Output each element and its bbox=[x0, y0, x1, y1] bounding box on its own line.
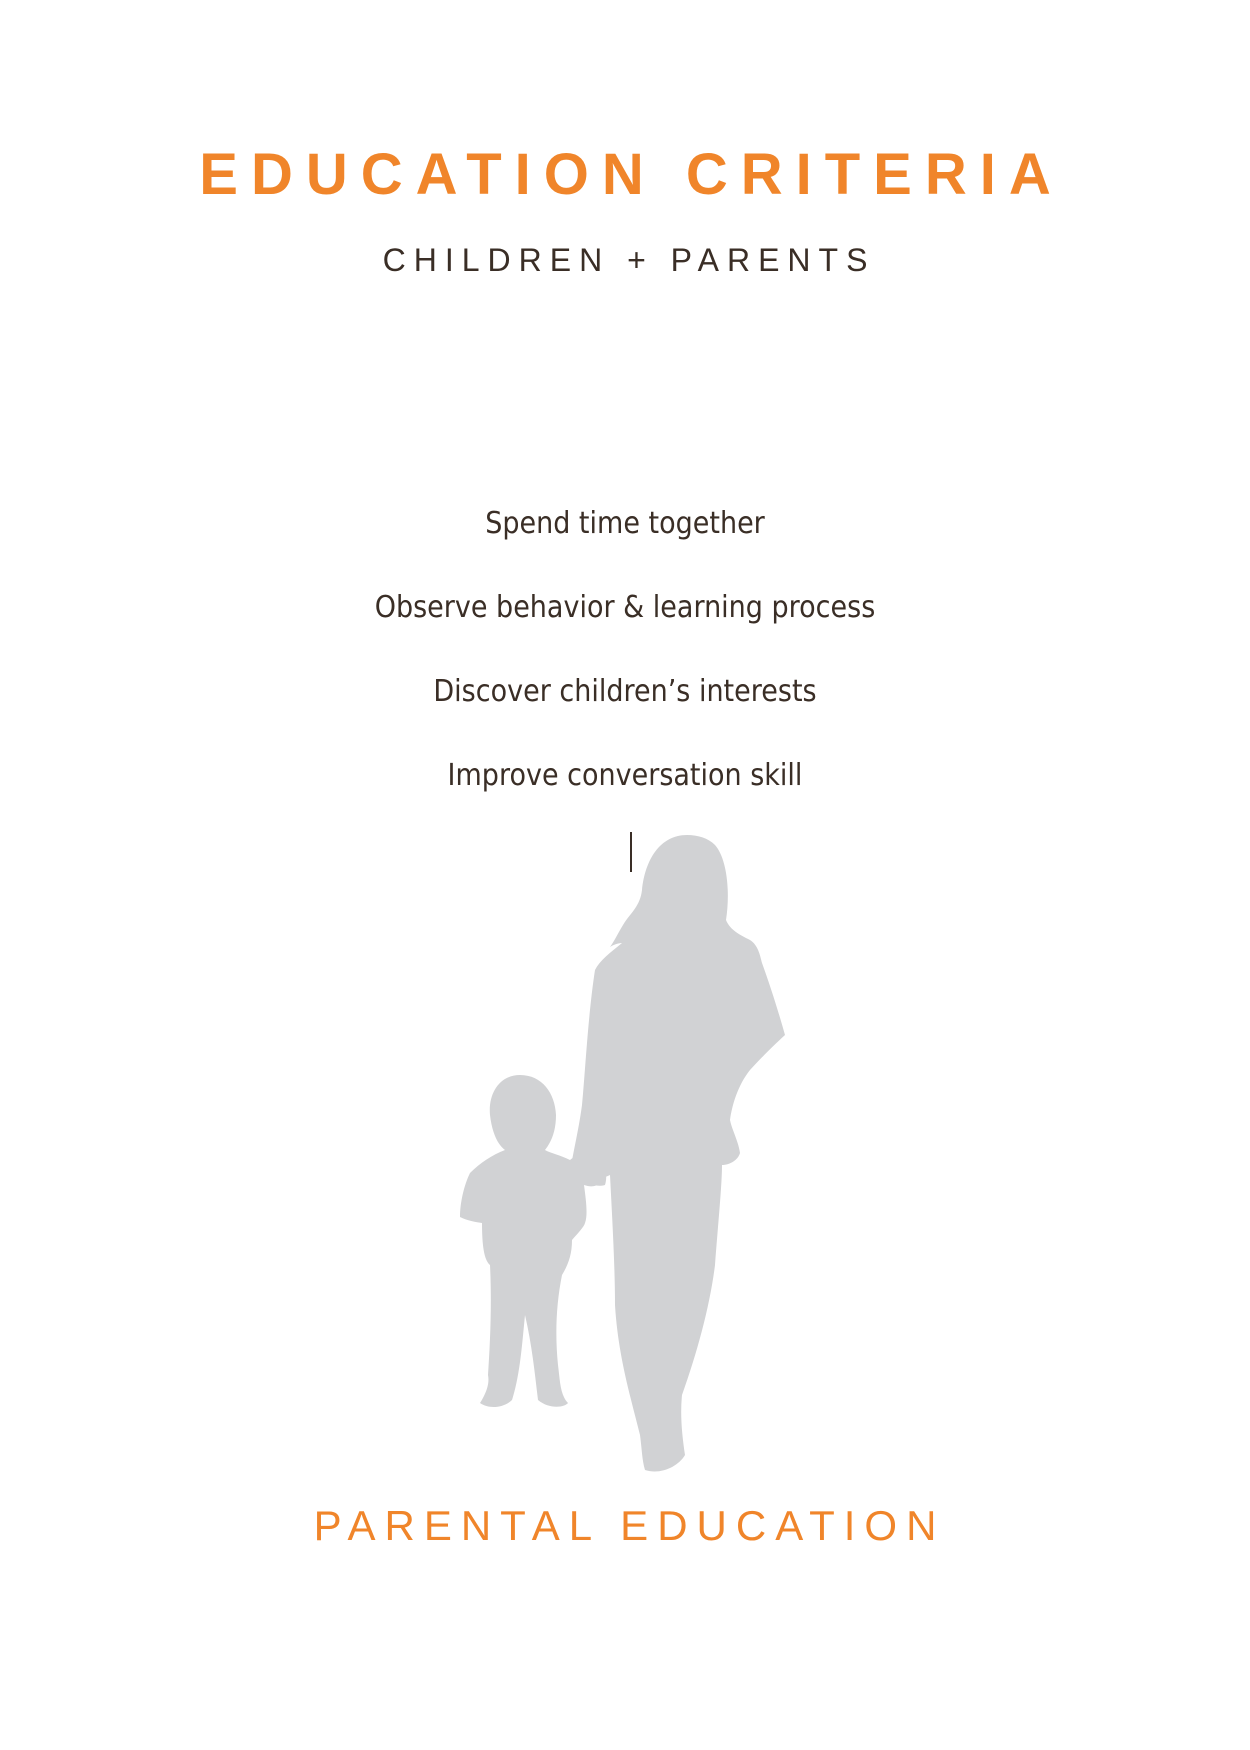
page-title: EDUCATION CRITERIA bbox=[199, 142, 1064, 207]
criteria-item: Spend time together bbox=[485, 506, 765, 541]
criteria-item: Observe behavior & learning process bbox=[374, 590, 876, 625]
page-subtitle: CHILDREN + PARENTS bbox=[382, 242, 876, 278]
mother-silhouette bbox=[570, 835, 785, 1472]
parent-child-silhouette bbox=[460, 835, 810, 1495]
criteria-list bbox=[0, 500, 1250, 836]
criteria-item: Improve conversation skill bbox=[447, 758, 803, 793]
criteria-item: Discover children’s interests bbox=[433, 674, 817, 709]
footer-title: PARENTAL EDUCATION bbox=[313, 1502, 946, 1549]
